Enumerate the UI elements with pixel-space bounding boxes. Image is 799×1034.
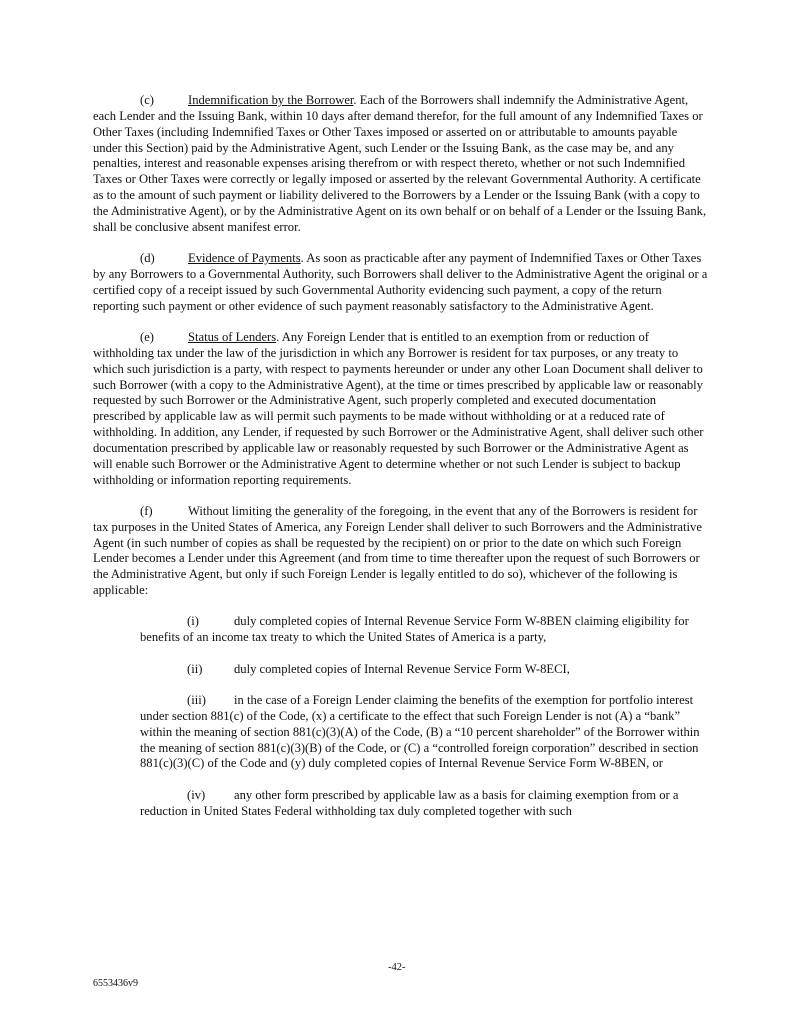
paragraph-e <box>93 330 709 488</box>
paragraph-heading: Status of Lenders <box>188 329 277 344</box>
paragraph-text: . Each of the Borrowers shall indemnify the Administrative Agent, each Lender and the Issuing Bank, within 10 days after demand therefor, for the full amount of any Indemnified Taxes or Other Taxes (including Indemnified Taxes or Other Taxes imposed or asserted on or attributable to amounts payable under this Section) paid by the Administrative Agent, such Lender or the Issuing Bank, as the case may be, and any penalties, interest and reasonable expenses arising therefrom or with respect thereto, whether or not such Indemnified Taxes or Other Taxes were correctly or legally imposed or asserted by the relevant Governmental Authority. A certificate as to the amount of such payment or liability delivered to the Borrowers by a Lender or the Issuing Bank (with a copy to the Administrative Agent), or by the Administrative Agent on its own behalf or on behalf of a Lender or the Issuing Bank, shall be conclusive absent manifest error. <box>93 93 707 234</box>
paragraph-f <box>93 504 709 599</box>
paragraph-d <box>93 251 709 314</box>
paragraph-heading: Evidence of Payments <box>188 251 301 266</box>
document-page <box>93 93 709 835</box>
subparagraph-text: duly completed copies of Internal Revenue Service Form W-8ECI, <box>234 661 570 676</box>
subparagraph-text: duly completed copies of Internal Revenue Service Form W-8BEN claiming eligibility for benefits of an income tax treaty to which the United States of America is a party, <box>140 614 689 645</box>
subparagraph-iv <box>140 788 709 820</box>
subparagraph-label: (ii) <box>187 661 203 676</box>
paragraph-text: . As soon as practicable after any payment of Indemnified Taxes or Other Taxes by any Borrowers to a Governmental Authority, such Borrowers shall deliver to the Administrative Agent the original or a certified copy of a receipt issued by such Governmental Authority evidencing such payment, a copy of the return reporting such payment or other evidence of such payment reasonably satisfactory to the Administrative Agent. <box>93 251 708 313</box>
subparagraph-iii <box>140 693 709 772</box>
paragraph-label: (e) <box>140 329 154 344</box>
subparagraph-label: (iii) <box>187 693 206 707</box>
subparagraph-text: in the case of a Foreign Lender claiming the benefits of the exemption for portfolio interest under section 881(c) of the Code, (x) a certificate to the effect that such Foreign Lender is not (A) a “bank” within the meaning of section 881(c)(3)(A) of the Code, (B) a “10 percent shareholder” of the Borrower within the meaning of section 881(c)(3)(B) of the Code, or (C) a “controlled foreign corporation” described in section 881(c)(3)(C) of the Code and (y) duly completed copies of Internal Revenue Service Form W-8BEN, or <box>140 693 700 771</box>
subparagraph-label: (iv) <box>187 787 206 802</box>
subparagraph-text: any other form prescribed by applicable law as a basis for claiming exemption from or a reduction in United States Federal withholding tax duly completed together with such <box>140 787 679 818</box>
subparagraph-i <box>140 614 709 646</box>
paragraph-text: . Any Foreign Lender that is entitled to an exemption from or reduction of withholding tax under the law of the jurisdiction in which any Borrower is resident for tax purposes, or any treaty to which such jurisdiction is a party, with respect to payments hereunder or under any other Loan Document shall deliver to such Borrower (with a copy to the Administrative Agent), at the time or times prescribed by applicable law or reasonably requested by such Borrower or the Administrative Agent, such properly completed and executed documentation prescribed by applicable law as will permit such payments to be made without withholding or at a reduced rate of withholding. In addition, any Lender, if requested by such Borrower or the Administrative Agent, shall deliver such other documentation prescribed by applicable law or reasonably requested by such Borrower or the Administrative Agent as will enable such Borrower or the Administrative Agent to determine whether or not such Lender is subject to backup withholding or information reporting requirements. <box>93 329 704 487</box>
paragraph-label: (c) <box>140 93 154 107</box>
paragraph-label: (f) <box>140 503 153 518</box>
paragraph-heading: Indemnification by the Borrower <box>188 93 354 107</box>
paragraph-text: Without limiting the generality of the foregoing, in the event that any of the Borrowers is resident for tax purposes in the United States of America, any Foreign Lender shall deliver to such Borrowers and the Administrative Agent (in such number of copies as shall be requested by the recipient) on or prior to the date on which such Foreign Lender becomes a Lender under this Agreement (and from time to time thereafter upon the request of such Borrowers or the Administrative Agent, but only if such Foreign Lender is legally entitled to do so), whichever of the following is applicable: <box>93 503 702 598</box>
subparagraph-label: (i) <box>187 614 199 629</box>
paragraph-label: (d) <box>140 251 155 266</box>
paragraph-c <box>93 93 709 236</box>
document-id: 6553436v9 <box>93 978 138 989</box>
subparagraph-ii <box>140 662 709 678</box>
page-number: -42- <box>388 962 406 973</box>
